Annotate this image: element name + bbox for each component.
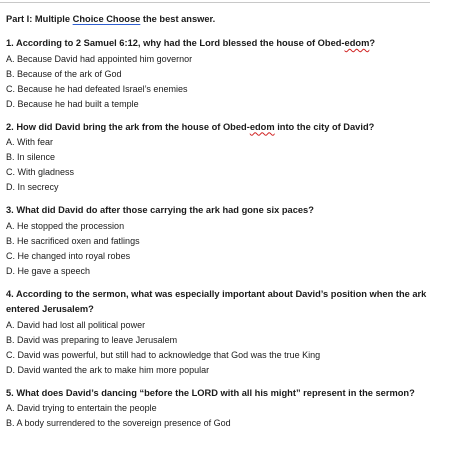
question-text [6,120,446,136]
question-text-part: ? [369,38,376,48]
answer-option: D. In secrecy [6,182,59,192]
answer-option: C. With gladness [6,167,75,177]
question-text: 5. What does David’s dancing “before the LORD with all his might” represent in the sermon? [6,387,415,398]
answer-option: B. Because of the ark of God [6,68,122,79]
answer-option: A. He stopped the procession [6,220,125,231]
answer-option: A. With fear [6,137,54,147]
question-text-part: 1. According to 2 Samuel 6:12, why had the Lord blessed the house of Obed- [6,38,345,48]
part-title [6,12,446,26]
question-3 [6,203,446,279]
answer-option: D. David wanted the ark to make him more popular [6,364,210,375]
answer-option: A. David trying to entertain the people [6,403,157,413]
answer-option: B. In silence [6,152,56,162]
question-text: 3. What did David do after those carrying the ark had gone six paces? [6,205,314,215]
question-4 [6,287,446,378]
spelling-flag: edom [344,38,370,48]
part-title-suffix: the best answer. [140,14,216,24]
answer-option: C. Because he had defeated Israel’s enemies [6,83,188,94]
question-text: 4. According to the sermon, what was especially important about David’s position when the ark entered Jerusalem? [6,288,427,314]
spelling-flag: edom [249,121,275,132]
part-title-prefix: Part I: Multiple [6,14,73,24]
answer-option: A. David had lost all political power [6,319,146,330]
answer-option: D. He gave a speech [6,265,91,276]
answer-option: B. A body surrendered to the sovereign presence of God [6,418,231,428]
answer-option: A. Because David had appointed him governor [6,53,193,64]
answer-option: B. He sacrificed oxen and fatlings [6,235,140,246]
answer-option: C. He changed into royal robes [6,250,131,261]
question-text-part: into the city of David? [274,121,375,132]
top-divider [0,2,430,3]
answer-option: D. Because he had built a temple [6,98,139,109]
question-5 [6,386,446,432]
answer-option: B. David was preparing to leave Jerusalem [6,334,178,345]
question-text [6,36,446,52]
part-title-underlined: Choice Choose [72,14,141,24]
question-text-part: 2. How did David bring the ark from the house of Obed- [6,121,250,132]
question-2 [6,120,446,196]
question-1 [6,36,446,112]
answer-option: C. David was powerful, but still had to acknowledge that God was the true King [6,349,321,360]
document-body [6,12,446,439]
